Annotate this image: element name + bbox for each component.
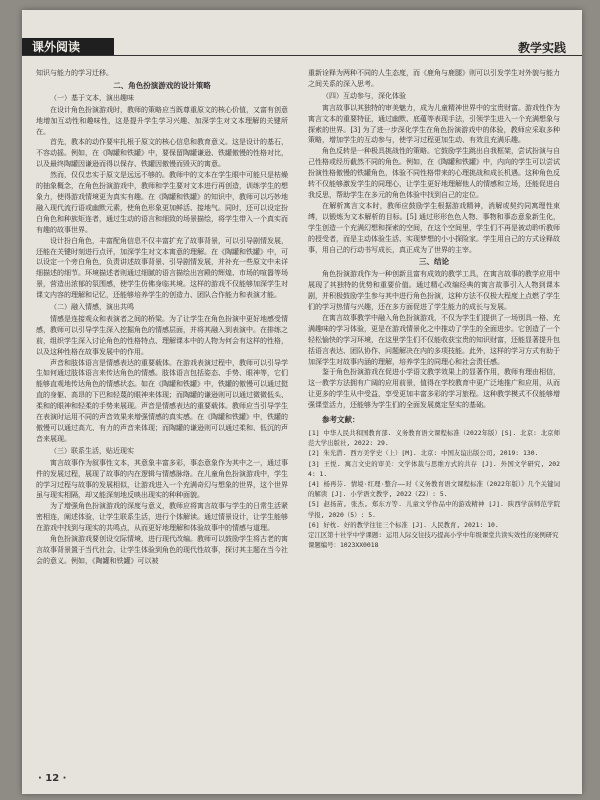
reference-item: [5] 赵扬苗, 张杰, 郑东方等. 儿童文学作品中的游戏精神 [J]. 陕西学前师范学院学报, 2020（5）: 5. (308, 500, 560, 519)
section-heading: （三）联系生活，贴近现实 (50, 446, 134, 455)
section-name: 教学实践 (517, 41, 566, 55)
section-heading: 二、角色扮演游戏的设计策略 (113, 80, 211, 90)
paragraph: 设计扮白角色，丰富配角信息不仅丰富扩充了故事背景，可以引导剧情发展，还能在关键时刻进行点评，加深学生对文本寓意的理解。在《陶罐和铁罐》中，可以设定一个旁白角色，负责讲述故事背景、引导剧情发展，并补充一些原文中未详细描述的细节。环境描述者则通过细腻的语言描绘出宫殿的辉煌、市场的喧嚣等场景，营造出浓郁的氛围感，使学生仿佛身临其境。这样的游戏不仅能够加深学生对课文内容的理解和记忆，还能够培养学生的创造力、团队合作能力和表演才能。 (36, 236, 288, 300)
paragraph: 知识与能力的学习迁移。 (36, 69, 113, 77)
paragraph: 角色扮演游戏要创设交际情境，进行现代改编。教师可以鼓励学生将古老的寓言故事背景置于当代社会，让学生体验到角色的现代性故事，探讨其主题在当今社会的意义。例如，《陶罐和铁罐》可以被 (36, 535, 288, 565)
paragraph: 角色反转是一种极具挑战性的策略。它鼓励学生跳出自我框架，尝试扮演与自己性格或经历截然不同的角色。例如，在《陶罐和铁罐》中，内向的学生可以尝试扮演性格傲慢的铁罐角色，体验不同性格带来的心理挑战和成长机遇。这种角色反转不仅能够激发学生的同理心，让学生更好地理解他人的情感和立场，还能促进自我反思，帮助学生在多元的角色体验中找到自己的定位。 (308, 147, 560, 199)
page-number: · 12 · (38, 773, 67, 784)
paragraph: 寓言故事以其独特的审美魅力，成为儿童精神世界中的宝贵财富。游戏性作为寓言文本的重要特征，通过幽默、底蕴等表现手法，引领学生进入一个充满想象与探索的世界。[3] 为了进一步深化学生在角色扮演游戏中的体验，教师应采取多种策略，增加学生的互动参与，使学习过程更加生动、有效且充满乐趣。 (308, 103, 560, 145)
paragraph: 然而，仅仅忠实于原文是远远不够的。教师中的文本在学生眼中可能只是枯燥的抽象概念，在角色扮演游戏中，教师和学生要对文本进行再创造，训练学生的想象力，使得游戏情境更为真实有趣。在《陶罐和铁罐》的知识中，教师可以巧妙地融入现代流行语或幽默元素，使角色形象更加鲜活、接地气。同时，还可以设定扮白角色和种族矩连者，通过生动的语言和细致的场景描绘，将学生带入一个真实而有趣的故事世界。 (36, 171, 288, 234)
reference-item: [1] 中华人民共和国教育部. 义务教育语文课程标准（2022年版）[S]. 北京: 北京师范大学出版社, 2022: 29. (308, 429, 560, 448)
paragraph: 首先，教本的动作要牢扎根于原文的核心信息和教育意义。这是设计的基石，不容动摇。例如，在《陶罐和铁罐》中，要保留陶罐谦逊、铁罐傲慢的性格对比，以及最终陶罐因谦逊而得以保存、铁罐因傲慢而毁灭的寓意。 (36, 138, 288, 169)
page-header (22, 10, 582, 58)
paragraph: 声音和肢体语言是情感表达的重要载体。在游戏表演过程中，教师可以引导学生如何通过肢体语言来传达角色的情感。肢体语言包括姿态、手势、眼神等，它们能够直观地传达角色的情感状态。如在《陶罐和铁罐》中，铁罐的傲慢可以通过挺直的身躯、高昂的下巴和轻蔑的眼神来体现；而陶罐的谦逊则可以通过微微低头、柔和的眼神和轻柔的手势来展现。声音是情感表达的重要载体。教师应当引导学生在表演时运用不同的声音效果来增强情感的真实感。在《陶罐和铁罐》中，铁罐的傲慢可以通过高亢、有力的声音来体现；而陶罐的谦逊则可以通过柔和、低沉的声音来展现。 (36, 358, 288, 443)
paragraph: 在设计角色扮演游戏时，教师的策略应当既尊重原文的核心价值，又富有创意地增加互动性和趣味性，这是提升学生学习兴趣、加深学生对文本理解的关键所在。 (36, 105, 288, 136)
paragraph: 情感是连接观众和表演者之间的桥梁。为了让学生在角色扮演中更好地感受情感，教师可以引导学生深入挖掘角色的情感层面，并将其融入到表演中。在排练之前，组织学生深入讨论角色的性格特点、理解课本中的人物为何会有这样的性格，以及这种性格在故事发展中的作用。 (36, 314, 288, 356)
column-tag: 课外阅读 (22, 38, 114, 56)
paragraph: 重新诠释为两种不同的人生态度，而《鹿角与鹿腿》则可以引发学生对外貌与能力之间关系的深入思考。 (308, 69, 560, 88)
reference-item: 课题编号：1023XX0018 (308, 541, 379, 550)
section-heading: （一）基于文本，演出趣味 (50, 93, 134, 102)
paragraph: 在寓言故事教学中融入角色扮演游戏，不仅为学生们提供了一场别具一格、充满趣味的学习体验，更是在游戏情景化之中推动了学生的全面进步。它创造了一个轻松愉快的学习环境，在这里学生们不仅能收获宝贵的知识财富，还能显著提升包括语言表达、团队协作、问题解决在内的多项技能。此外，这样的学习方式有助于加深学生对故事内涵的理解，培养学生的同理心和社会责任感。 (308, 313, 560, 366)
references-title: 参考文献： (322, 415, 360, 425)
paragraph: 为了增强角色扮演游戏的深度与意义，教师应将寓言故事与学生的日常生活紧密相连，阐述体验，让学生联系生活，进行个体解读。通过情景设计，让学生能够在游戏中找到与现实的共鸣点，从而更好地理解和体验故事中的情感与道理。 (36, 502, 288, 533)
paragraph: 在解析寓言文本时，教师应鼓励学生根据游戏精神，消解或契约同寓理性束缚，以锻炼为文本解析的目标。[5] 通过形形色色人物、事物和事态意象新生化，学生创造一个充满幻想和探索的空间，在这个空间里，学生们不再是被动聆听教师的授受者，而是主动体验生活、实现梦想的小小探险家。学生用自己的方式诠释故事，用自己的行动书写成长，真正成为了世界的主宰。 (308, 201, 560, 254)
page (22, 10, 582, 794)
reference-item: [6] 好枕. 好的教学往往三个标准 [J]. 人民教育, 2021: 10. (308, 520, 499, 529)
reference-item: [4] 杨再芬. 情境·红理·整合——对《义务教育语文课程标准（2022年版）》几个关键词的解读 [J]. 小学语文教学, 2022（Z2）: 5. (308, 480, 560, 499)
right-column-body (308, 68, 560, 411)
paragraph: 鉴于角色扮演游戏在促进小学语文教学效果上的显著作用，教师有理由相信，这一教学方法拥有广阔的应用前景，值得在学校教育中更广泛地推广和应用，从而让更多的学生从中受益，享受更加丰富多彩的学习旅程。这种教学模式不仅能够增强课堂活力，还能够为学生们的全面发展奠定坚实的基础。 (308, 368, 560, 410)
references-list (308, 428, 560, 550)
header-rule (22, 55, 582, 56)
reference-item: [2] 朱光潜. 西方美学史（上）[M]. 北京: 中国友谊出版公司, 2019: 130. (308, 449, 539, 458)
section-heading: 三、结论 (419, 257, 449, 267)
reference-item: [3] 王悦. 寓言文史的审美：文学体裁与思维方式的共存 [J]. 外国文学研究, 2024: 1. (308, 459, 560, 478)
left-column (36, 68, 288, 567)
section-heading: （四）互动参与，深化体验 (322, 91, 406, 100)
paragraph: 寓言故事作为叙事性文本，其意象丰富多彩，事态意象作为其中之一，通过事件的发展过程，展现了故事的内在逻辑与情感脉络。在儿童角色扮演游戏中，学生的学习过程与故事的发展相似，让游戏进入一个充满奇幻与想象的世界，这个世界虽与现实相隔，却又能深刻地反映出现实的种种面貌。 (36, 458, 288, 500)
section-heading: （二）融入情感，演出共鸣 (50, 303, 134, 312)
right-column (308, 68, 560, 550)
reference-item: 定江区第十社学中学课题: 运用人际交往技巧提高小学中年级课堂共读实效性的案例研究 (308, 531, 559, 540)
paragraph: 角色扮演游戏作为一种创新且富有成效的教学工具，在寓言故事的教学应用中展现了其独特的优势和重要价值。通过精心改编经典的寓言故事引入人物到课本剧，并积极鼓励学生参与其中进行角色扮演，这种方法不仅极大程度上点燃了学生们的学习热情与兴趣，还在多方面促进了学生能力的成长与发展。 (308, 270, 560, 312)
